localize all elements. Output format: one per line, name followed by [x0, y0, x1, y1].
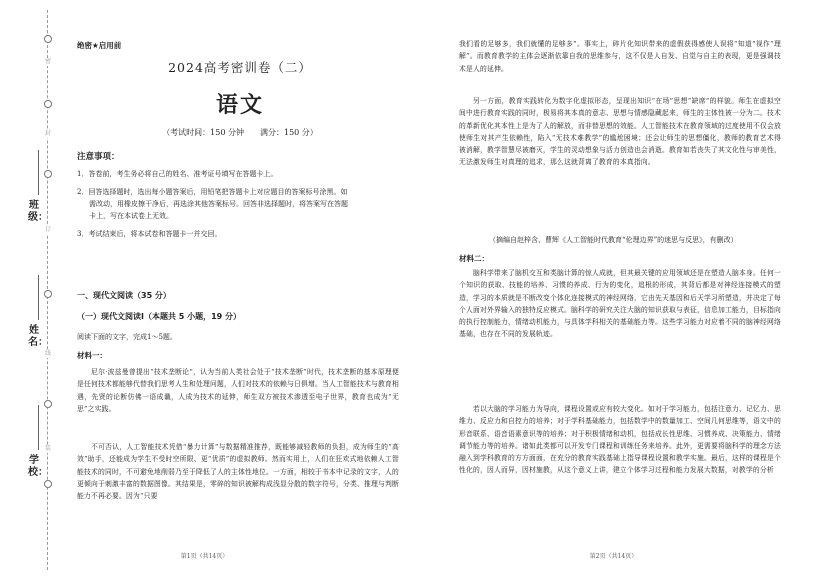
notice-item: 1．答卷前，考生务必将自己的姓名、准考证号填写在答题卡上。: [77, 170, 278, 178]
notice-list: [77, 168, 397, 240]
binding-hole: [44, 170, 52, 178]
notice-item: 3．考试结束后，将本试卷和答题卡一并交回。: [77, 230, 222, 238]
class-field[interactable]: [38, 150, 39, 195]
instruction: 阅读下面的文字，完成1～5题。: [77, 333, 177, 341]
material-label: 材料一：: [77, 351, 107, 360]
subsection-heading: （一）现代文阅读Ⅰ（本题共 5 小题，19 分）: [77, 312, 242, 321]
notice-item: 需改动，用橡皮擦干净后，再选涂其他答案标号。回答非选择题时，将答案写在答题: [89, 200, 348, 208]
binding-note: 订: [44, 226, 51, 233]
body-paragraph: 我们看的足够多，我们就懂的足够多”。事实上，碎片化知识带来的虚假获得感使人误将“知道”视作“理解”。而教育教学的主体会逐渐依靠自我的思维参与，这不仅是人自发、自觉与自主的表现，更是强调技术是人的延伸。: [459, 40, 781, 73]
page-footer: 第1页（共14页）: [180, 553, 229, 560]
binding-note: 密: [44, 58, 51, 65]
binding-hole: [44, 400, 52, 408]
subject-title: 语文: [215, 92, 264, 118]
page-footer: 第2页（共14页）: [589, 553, 638, 560]
exam-info: （考试时间：150 分钟 满分：150 分）: [162, 128, 318, 137]
body-paragraph: 尼尔·波兹曼曾提出“技术垄断论”，认为当前人类社会处于“技术垄断”时代，技术垄断的基本原理便是任何技术都能够代替我们思考人生和处理问题，人们对技术的依赖与日俱增。当人工智能技术与教育相遇，先贤的论断仿佛一语成谶，人成为技术的延伸，师生双方被技术渗透至电子世界，教育也成为“无思”之实践。: [77, 368, 399, 413]
source-citation: （摘编自赵梓含、曹辉《人工智能时代教育“伦理边界”的迷思与反思》，有删改）: [489, 236, 738, 244]
class-label: 班级：: [28, 200, 48, 223]
school-field[interactable]: [38, 405, 39, 450]
name-label: 姓名：: [28, 325, 48, 348]
name-field[interactable]: [38, 275, 39, 320]
notice-item: 2．回答选择题时，选出每小题答案后，用铅笔把答题卡上对应题目的答案标号涂黑。如: [77, 188, 348, 196]
binding-note: 线: [44, 350, 51, 357]
binding-hole: [44, 290, 52, 298]
body-paragraph: 脑科学带来了脑机交互和类脑计算的惊人成就，但其最关键的应用领域还是在塑造人脑本身。任何一个知识的获取、技能的培养、习惯的养成、行为的变化，追根的形成，其背后都是对神经连接模式的塑造，学习的本质就是不断改变个体化连接模式的神经网络，它由先天基因和后天学习所塑造，并决定了每个人面对外界输入的独特反应模式。脑科学的研究关注大脑的知识获取与表征，信息加工能力，目标指向的执行控制能力，情绪动机能力，与具体学科相关的基础能力等。这些学习能力对应着不同的脑神经网络基础，也存在不同的发展轨迹。: [459, 269, 781, 339]
notice-item: 卡上，写在本试卷上无效。: [89, 212, 173, 220]
body-paragraph: 若以大脑的学习能力为导向，课程设置或应有较大变化。如对于学习能力，包括注意力、记忆力、思维力、反应力和自控力的培养；对于学科基础能力，包括数学中的数量加工、空间几何思维等，语文中的形音联系、语音语素意识等的培养；对于积极情绪和动机，包括成长性思维、习惯养成、决策能力、情绪调节能力等的培养。诸如此类都可以开发专门课程和训练任务来培养。此外，更需要将脑科学的理念方法融入到学科教育的方方面面，在充分的教育实践基础上指导课程设置和教学实施。最后，这样的课程是个性化的，因人而异，因材施教，从这个意义上讲，建立个体学习过程和能力发展大数据，对教学的分析: [459, 405, 781, 475]
exam-title: 2024高考密训卷（二）: [168, 60, 312, 75]
body-paragraph: 另一方面，教育实践转化为数字化虚拟形态，呈现出知识“在场”思想“缺席”的样貌。师生在虚拟空间中进行教育实践的同时，极易将其本真的意志、思想与情感隐藏起来，师生的主体性被一分为二。技术的革新优化其本性上是为了人的解放，而非替思想的效能。人工智能技术在教育领域的过度使用不仅会放使师生对其产生依赖性，陷入“无技术难教学”的尴尬困境；还会让师生的思想僵化，教师的教育艺术得被消解，教学智慧尽被磨灭，学生的灵动想象与活力创造也会消逝。教育如若丧失了其文化性与审美性，无法激发师生对真理的追求，那么这就背离了教育的本真指向。: [459, 97, 781, 167]
section-heading: 一、现代文阅读（35 分）: [77, 291, 171, 300]
binding-hole: [44, 480, 52, 488]
page-2: [409, 0, 818, 580]
binding-note: 封: [44, 130, 51, 137]
binding-hole: [44, 100, 52, 108]
school-label: 学校：: [28, 455, 48, 478]
secret-mark: 绝密★启用前: [77, 41, 122, 50]
body-paragraph: 不可否认，人工智能技术凭借“暴力计算”与数据精准推荐，既能够减轻教师的负担，成为师生的“高效”助手，还能成为学生不受时空所限、更“优质”的虚拟教师。然而实用上，人们在狂欢式地依赖人工智能技术的同时，不可避免地削弱乃至于降低了人的主体性地位。一方面，相较于书本中记录的文字，人的更倾向于刺激丰富的数据图像。其结果是，零碎的知识被解构成浅显分散的数字符号，分类、推理与判断能力不再必要。因为“只要: [77, 443, 399, 501]
notice-heading: 注意事项：: [77, 152, 120, 162]
material-label: 材料二：: [459, 254, 489, 263]
binding-note: 装: [44, 445, 51, 452]
binding-hole: [44, 35, 52, 43]
